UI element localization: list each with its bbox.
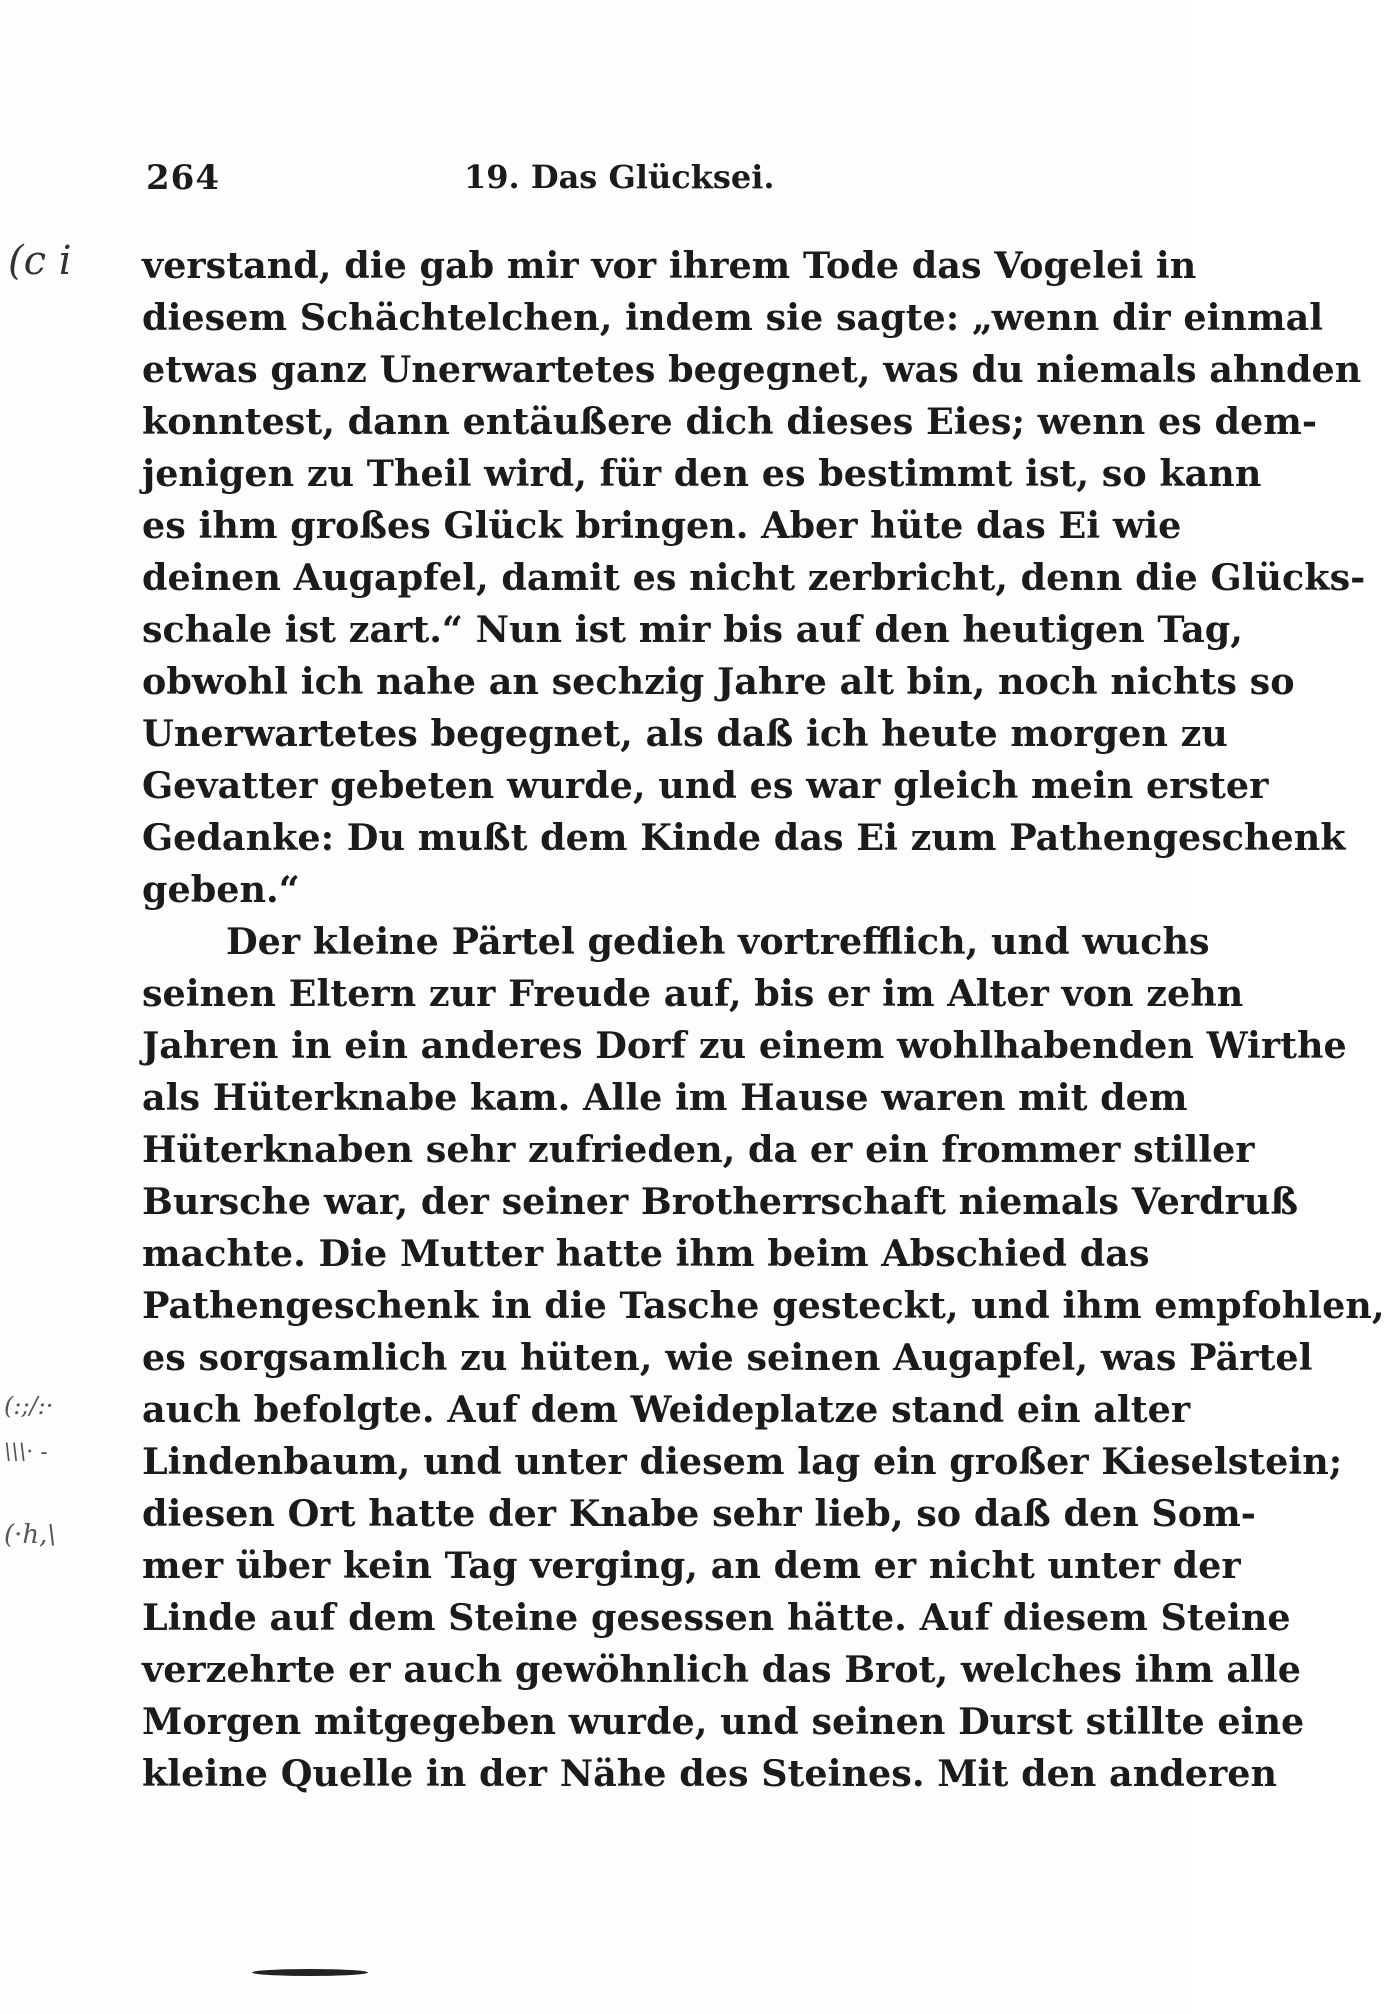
text-line: Linde auf dem Steine gesessen hätte. Auf diesem Steine xyxy=(142,1596,1291,1639)
margin-note-2: (:;/:· xyxy=(4,1392,54,1420)
text-line: Gedanke: Du mußt dem Kinde das Ei zum Pathengeschenk xyxy=(142,816,1346,859)
text-line: Bursche war, der seiner Brotherrschaft niemals Verdruß xyxy=(142,1180,1299,1223)
text-line: Unerwartetes begegnet, als daß ich heute morgen zu xyxy=(142,712,1228,755)
margin-note-3: \\\· - xyxy=(4,1440,48,1465)
text-line: als Hüterknabe kam. Alle im Hause waren mit dem xyxy=(142,1076,1188,1119)
text-line: verzehrte er auch gewöhnlich das Brot, welches ihm alle xyxy=(142,1648,1301,1691)
text-line: schale ist zart.“ Nun ist mir bis auf den heutigen Tag, xyxy=(142,608,1243,651)
page-number: 264 xyxy=(146,158,220,198)
text-line: es ihm großes Glück bringen. Aber hüte das Ei wie xyxy=(142,504,1182,547)
text-line: jenigen zu Theil wird, für den es bestimmt ist, so kann xyxy=(142,452,1262,495)
paragraph-start-line: Der kleine Pärtel gedieh vortrefflich, und wuchs xyxy=(226,920,1210,963)
text-line: Lindenbaum, und unter diesem lag ein großer Kieselstein; xyxy=(142,1440,1343,1483)
text-line: konntest, dann entäußere dich dieses Eies; wenn es dem- xyxy=(142,400,1318,443)
text-line: auch befolgte. Auf dem Weideplatze stand ein alter xyxy=(142,1388,1191,1431)
page-header xyxy=(146,158,1066,208)
margin-note-4: (·h,\ xyxy=(4,1520,57,1550)
text-line: Pathengeschenk in die Tasche gesteckt, und ihm empfohlen, xyxy=(142,1284,1385,1327)
text-line: Morgen mitgegeben wurde, und seinen Durst stillte eine xyxy=(142,1700,1305,1743)
text-line: deinen Augapfel, damit es nicht zerbricht, denn die Glücks- xyxy=(142,556,1366,599)
margin-note-1: (c i xyxy=(8,238,72,284)
text-line: es sorgsamlich zu hüten, wie seinen Augapfel, was Pärtel xyxy=(142,1336,1313,1379)
text-line: Hüterknaben sehr zufrieden, da er ein frommer stiller xyxy=(142,1128,1255,1171)
text-line: obwohl ich nahe an sechzig Jahre alt bin, noch nichts so xyxy=(142,660,1295,703)
text-line: etwas ganz Unerwartetes begegnet, was du niemals ahnden xyxy=(142,348,1362,391)
ink-dash-mark xyxy=(252,1969,368,1976)
text-line: machte. Die Mutter hatte ihm beim Abschied das xyxy=(142,1232,1150,1275)
text-line: kleine Quelle in der Nähe des Steines. Mit den anderen xyxy=(142,1752,1277,1795)
text-line: Gevatter gebeten wurde, und es war gleich mein erster xyxy=(142,764,1269,807)
text-line: diesem Schächtelchen, indem sie sagte: „wenn dir einmal xyxy=(142,296,1324,339)
text-line: verstand, die gab mir vor ihrem Tode das Vogelei in xyxy=(142,244,1197,287)
text-line: seinen Eltern zur Freude auf, bis er im Alter von zehn xyxy=(142,972,1244,1015)
text-line: Jahren in ein anderes Dorf zu einem wohlhabenden Wirthe xyxy=(142,1024,1347,1067)
text-line: diesen Ort hatte der Knabe sehr lieb, so daß den Som- xyxy=(142,1492,1256,1535)
running-title: 19. Das Glücksei. xyxy=(464,158,775,196)
text-line: mer über kein Tag verging, an dem er nicht unter der xyxy=(142,1544,1241,1587)
body-text xyxy=(142,240,1385,1800)
paragraph-end-line: geben.“ xyxy=(142,868,300,911)
